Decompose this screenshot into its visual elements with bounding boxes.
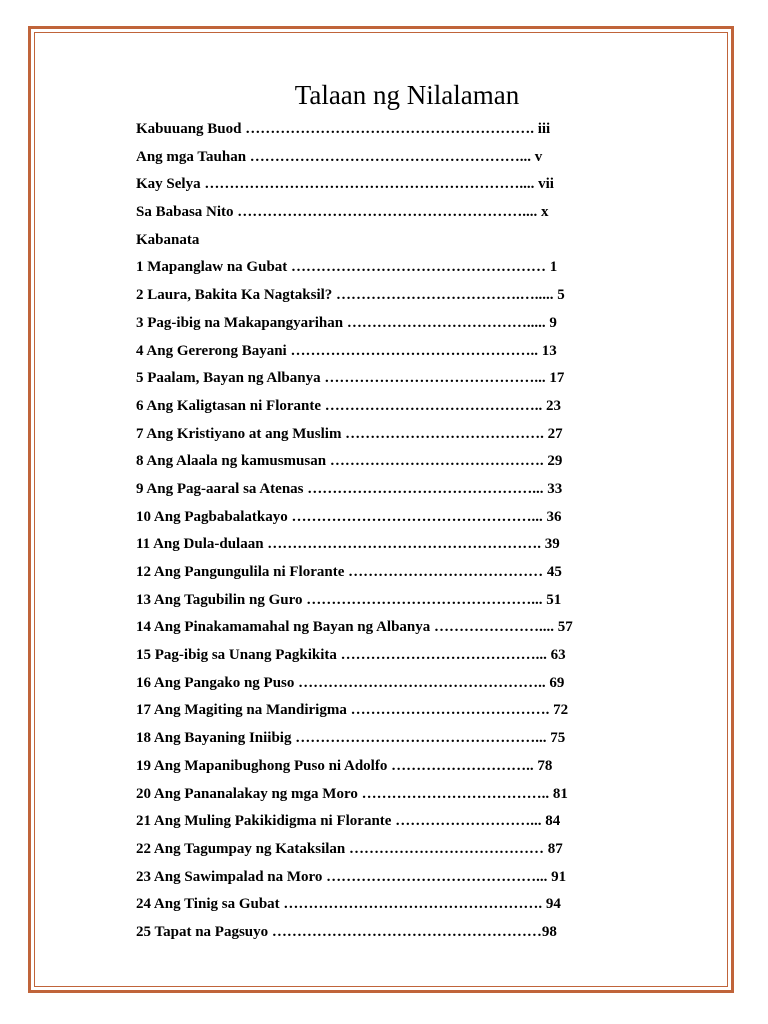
toc-entry-kay-selya: Kay Selya ……………………………………………………….... vii: [136, 176, 554, 193]
toc-chapter-24: 24 Ang Tinig sa Gubat ……………………………………………. 94: [136, 896, 561, 913]
toc-chapter-12: 12 Ang Pangungulila ni Florante ………………………………… 45: [136, 564, 562, 580]
toc-chapter-21: 21 Ang Muling Pakikidigma ni Florante ………………………... 84: [136, 813, 561, 830]
toc-chapter-10: 10 Ang Pagbabalatkayo …………………………………………... 36: [136, 508, 562, 525]
toc-chapter-23: 23 Ang Sawimpalad na Moro ……………………………………... 91: [136, 868, 567, 885]
table-of-contents: [136, 116, 656, 947]
toc-chapter-2: 2 Laura, Bakita Ka Nagtaksil? ……………………………….…..... 5: [136, 287, 565, 304]
toc-chapter-5: 5 Paalam, Bayan ng Albanya ……………………………………... 17: [136, 370, 565, 387]
toc-chapter-22: 22 Ang Tagumpay ng Kataksilan ………………………………… 87: [136, 840, 563, 857]
toc-chapter-1: 1 Mapanglaw na Gubat …………………………………………… 1: [136, 259, 558, 276]
toc-chapter-7: 7 Ang Kristiyano at ang Muslim …………………………………. 27: [136, 425, 563, 442]
toc-chapter-19: 19 Ang Mapanibughong Puso ni Adolfo ……………………….. 78: [136, 757, 553, 774]
toc-chapter-18: 18 Ang Bayaning Iniibig …………………………………………... 75: [136, 730, 566, 747]
toc-chapter-13: 13 Ang Tagubilin ng Guro ………………………………………... 51: [136, 591, 562, 608]
toc-chapter-17: 17 Ang Magiting na Mandirigma …………………………………. 72: [136, 702, 569, 719]
page-title: Talaan ng Nilalaman: [294, 80, 520, 110]
toc-section-heading-kabanata: Kabanata: [136, 231, 200, 248]
toc-chapter-14: 14 Ang Pinakamamahal ng Bayan ng Albanya ………………….... 57: [136, 619, 573, 636]
toc-chapter-6: 6 Ang Kaligtasan ni Florante …………………………………….. 23: [136, 397, 562, 414]
toc-chapter-8: 8 Ang Alaala ng kamusmusan ……………………………………. 29: [136, 453, 563, 470]
toc-entry-kabuuang-buod: Kabuuang Buod …………………………………………………. iii: [136, 121, 551, 137]
toc-chapter-9: 9 Ang Pag-aaral sa Atenas ………………………………………... 33: [136, 480, 563, 497]
toc-chapter-20: 20 Ang Pananalakay ng mga Moro ……………………………….. 81: [136, 785, 568, 802]
toc-entry-mga-tauhan: Ang mga Tauhan ………………………………………………... v: [136, 148, 543, 165]
toc-chapter-16: 16 Ang Pangako ng Puso ………………………………………….. 69: [136, 674, 565, 691]
toc-chapter-4: 4 Ang Gererong Bayani ………………………………………….. 13: [136, 342, 557, 359]
toc-chapter-11: 11 Ang Dula-dulaan ………………………………………………. 39: [136, 536, 560, 553]
toc-chapter-3: 3 Pag-ibig na Makapangyarihan ………………………………..... 9: [136, 314, 557, 331]
toc-chapter-25: 25 Tapat na Pagsuyo ………………………………………………98: [136, 923, 557, 940]
toc-entry-sa-babasa-nito: Sa Babasa Nito ………………………………………………….... x: [136, 204, 549, 221]
toc-chapter-15: 15 Pag-ibig sa Unang Pagkikita …………………………………... 63: [136, 647, 566, 664]
